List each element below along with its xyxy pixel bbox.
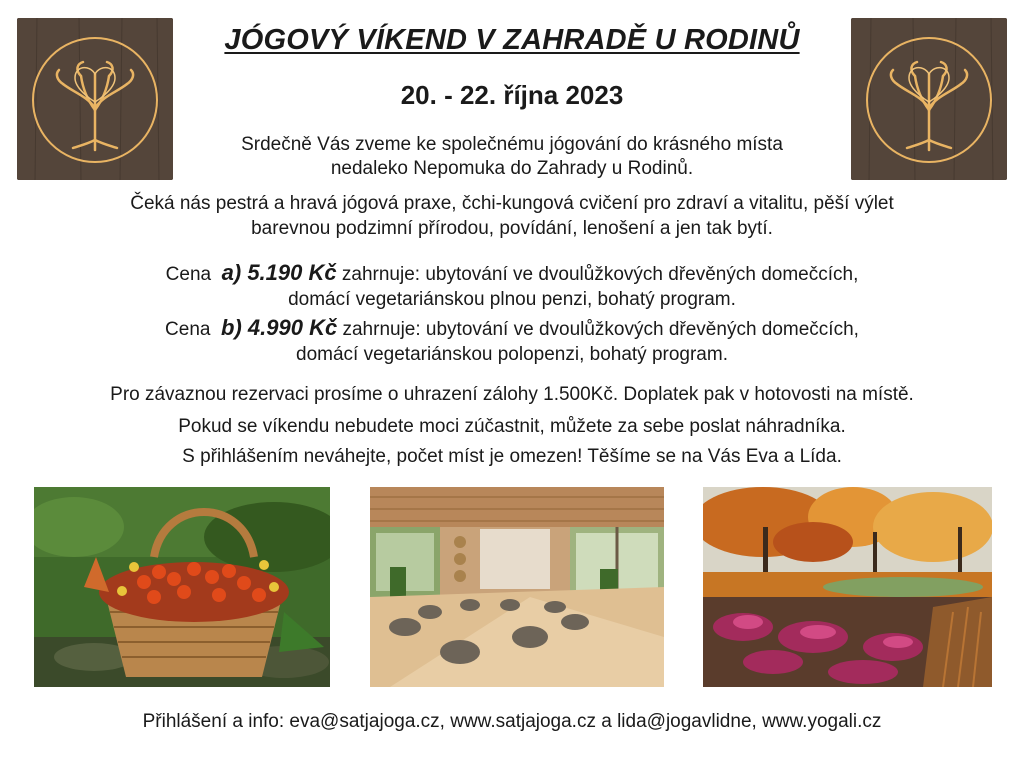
price-option-a xyxy=(0,260,1024,312)
autumn-garden-image xyxy=(703,487,992,687)
intro-line: Srdečně Vás zveme ke společnému jógování do krásného místa xyxy=(241,134,783,155)
program-line: Čeká nás pestrá a hravá jógová praxe, čchi-kungová cvičení pro zdraví a vitalitu, pěší výlet xyxy=(130,193,894,214)
basket-image xyxy=(34,487,330,687)
intro-line: nedaleko Nepomuka do Zahrady u Rodinů. xyxy=(330,158,694,179)
photo-autumn-garden xyxy=(703,487,992,687)
program-text xyxy=(0,191,1024,241)
contact-info: Přihlášení a info: eva@satjajoga.cz, www.satjajoga.cz a lida@jogavlidne, www.yogali.cz xyxy=(142,711,882,732)
price-includes: zahrnuje: ubytování ve dvoulůžkových dřevěných domečcích, xyxy=(341,264,859,285)
price-option-b xyxy=(0,315,1024,367)
price-amount: b) 4.990 Kč xyxy=(221,315,338,340)
price-includes: domácí vegetariánskou plnou penzi, bohatý program. xyxy=(288,289,736,310)
intro-text xyxy=(176,133,848,181)
price-includes: zahrnuje: ubytování ve dvoulůžkových dřevěných domečcích, xyxy=(342,319,859,340)
substitute-note: Pokud se víkendu nebudete moci zúčastnit, můžete za sebe poslat náhradníka. xyxy=(178,416,846,437)
logo-right xyxy=(851,18,1007,180)
photo-basket xyxy=(34,487,330,687)
price-includes: domácí vegetariánskou polopenzi, bohatý program. xyxy=(296,344,728,365)
photo-yoga-room xyxy=(370,487,664,687)
price-label: Cena xyxy=(165,319,211,340)
tree-logo-icon xyxy=(17,18,173,180)
program-line: barevnou podzimní přírodou, povídání, lenošení a jen tak bytí. xyxy=(251,218,773,239)
tree-logo-icon xyxy=(851,18,1007,180)
reservation-note: Pro závaznou rezervaci prosíme o uhrazení zálohy 1.500Kč. Doplatek pak v hotovosti na místě. xyxy=(110,384,914,405)
logo-left xyxy=(17,18,173,180)
price-amount: a) 5.190 Kč xyxy=(221,260,337,285)
yoga-room-image xyxy=(370,487,664,687)
event-date: 20. - 22. října 2023 xyxy=(400,80,624,110)
closing-note: S přihlášením neváhejte, počet míst je omezen! Těšíme se na Vás Eva a Lída. xyxy=(182,446,842,467)
page-title: JÓGOVÝ VÍKEND V ZAHRADĚ U RODINŮ xyxy=(224,24,800,56)
price-label: Cena xyxy=(165,264,212,285)
